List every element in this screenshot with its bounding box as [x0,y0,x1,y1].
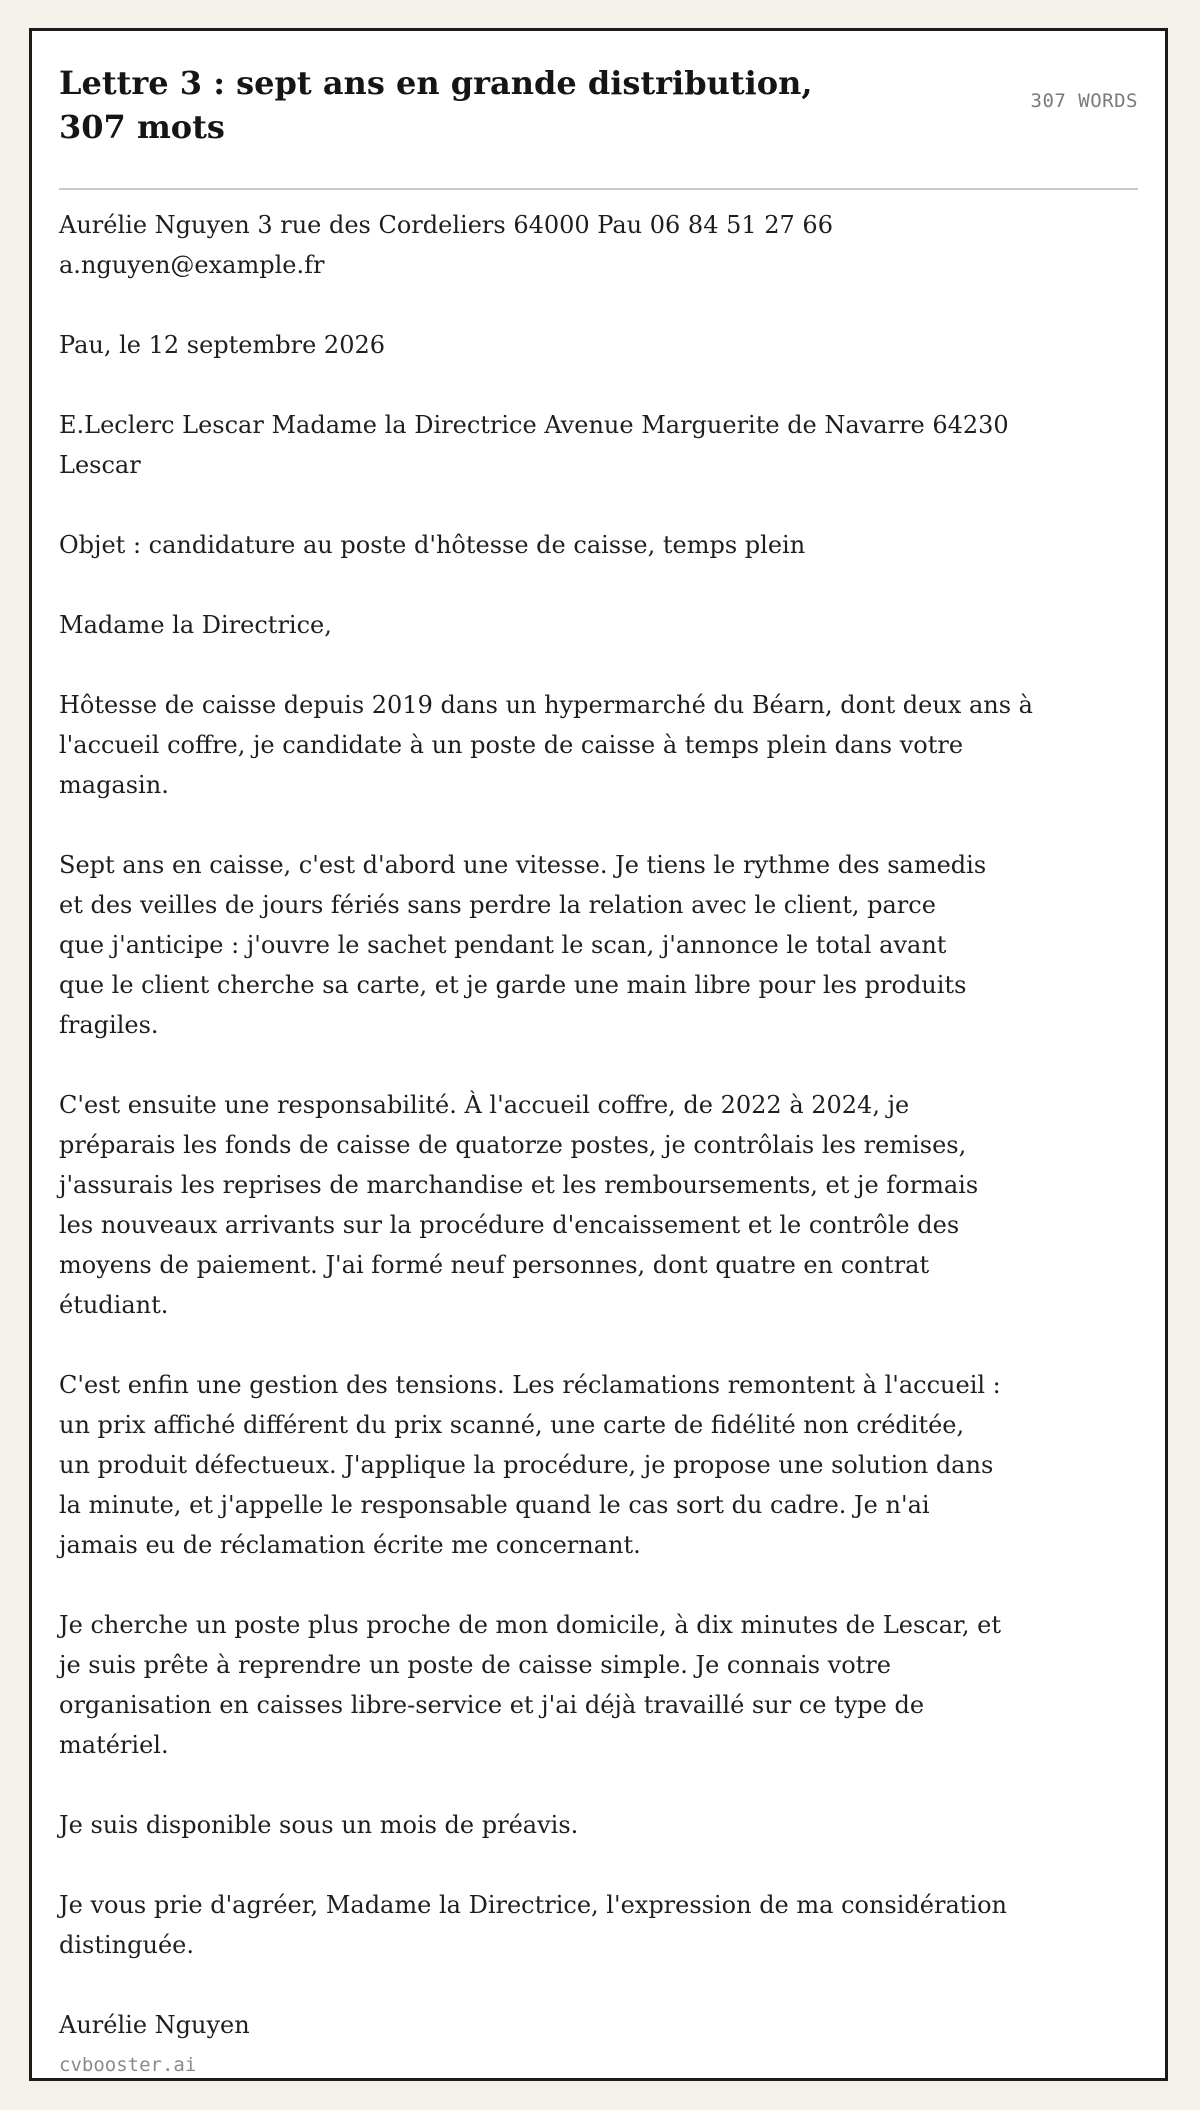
paragraph-availability: Je suis disponible sous un mois de préavis. [59,1811,579,1839]
letter-closing: Je vous prie d'agréer, Madame la Directrice, l'expression de ma considération distinguée. [59,1891,1007,1959]
recipient-block: E.Leclerc Lescar Madame la Directrice Avenue Marguerite de Navarre 64230 Lescar [59,411,1009,479]
paragraph-speed: Sept ans en caisse, c'est d'abord une vitesse. Je tiens le rythme des samedis et des veilles de jours fériés sans perdre la relation avec le client, parce que j'anticipe : j'ouvre le sachet pendant le scan, j'annonce le total avant que le client cherche sa carte, et je garde une main libre pour les produits fragiles. [59,851,987,1039]
sender-block: Aurélie Nguyen 3 rue des Cordeliers 64000 Pau 06 84 51 27 66 a.nguyen@example.fr [59,211,833,279]
paragraph-motivation: Je cherche un poste plus proche de mon domicile, à dix minutes de Lescar, et je suis prête à reprendre un poste de caisse simple. Je connais votre organisation en caisses libre-service et j'ai déjà travaillé sur ce type de matériel. [59,1611,1001,1759]
letter-card [29,28,1168,2081]
letter-subject: Objet : candidature au poste d'hôtesse de caisse, temps plein [59,531,806,559]
paragraph-responsibility: C'est ensuite une responsabilité. À l'accueil coffre, de 2022 à 2024, je préparais les fonds de caisse de quatorze postes, je contrôlais les remises, j'assurais les reprises de marchandise et les remboursements, et je formais les nouveaux arrivants sur la procédure d'encaissement et le contrôle des moyens de paiement. J'ai formé neuf personnes, dont quatre en contrat étudiant. [59,1091,979,1319]
letter-salutation: Madame la Directrice, [59,611,332,639]
word-count-badge: 307 WORDS [1030,90,1138,112]
page-title: Lettre 3 : sept ans en grande distribution, 307 mots [59,64,813,146]
letter-body [59,205,1059,2045]
footer-brand: cvbooster.ai [59,2054,197,2076]
letter-date: Pau, le 12 septembre 2026 [59,331,386,359]
paragraph-intro: Hôtesse de caisse depuis 2019 dans un hypermarché du Béarn, dont deux ans à l'accueil coffre, je candidate à un poste de caisse à temps plein dans votre magasin. [59,691,1033,799]
paragraph-tensions: C'est enfin une gestion des tensions. Les réclamations remontent à l'accueil : un prix affiché différent du prix scanné, une carte de fidélité non créditée, un produit défectueux. J'applique la procédure, je propose une solution dans la minute, et j'appelle le responsable quand le cas sort du cadre. Je n'ai jamais eu de réclamation écrite me concernant. [59,1371,1001,1559]
letter-header [59,51,1138,190]
letter-signature: Aurélie Nguyen [59,2011,250,2039]
